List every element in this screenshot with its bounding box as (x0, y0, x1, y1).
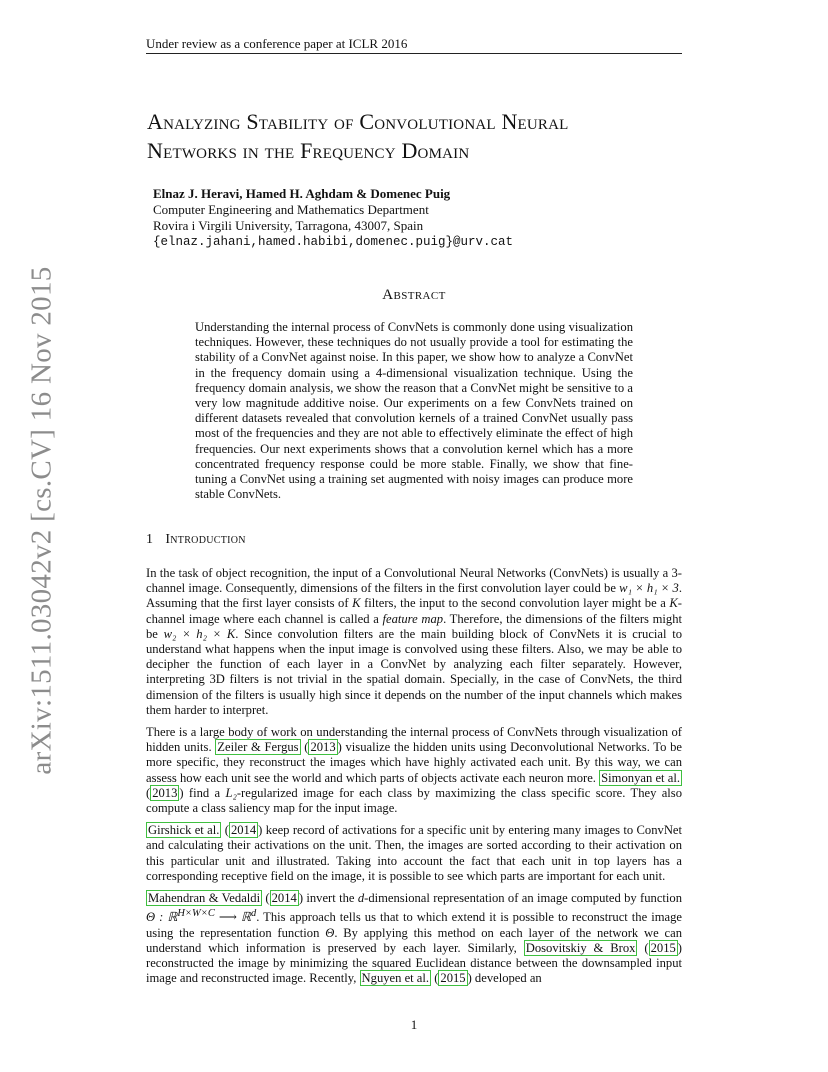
paragraph-2: There is a large body of work on understanding the internal process of ConvNets through visualization of hidden units. Zeiler & Fergus ( 2013 ) visualize the hidden units using Deconvolutional Networks. To be more specific, they reconstruct the images which have highly activated each unit. By this way, we can assess how each unit see the world and which parts of objects activate each neuron more. Simonyan et al. ( 2013 ) find a L₂-regularized image for each class by maximizing the class specific score. They also compute a class saliency map for the input image. (146, 725, 682, 816)
citation-year-link[interactable]: 2015 (650, 940, 676, 955)
body-text (146, 566, 682, 993)
math-inline: ⟶ ℝ (214, 910, 251, 925)
citation-link[interactable]: Mahendran & Vedaldi (148, 891, 261, 906)
author-university: Rovira i Virgili University, Tarragona, 43007, Spain (153, 218, 424, 233)
title-line-1: Analyzing Stability of Convolutional Neural (147, 109, 569, 134)
citation-link[interactable]: Simonyan et al. (601, 770, 680, 785)
running-header: Under review as a conference paper at ICLR 2016 (146, 36, 408, 51)
math-inline: w₁ × h₁ × 3 (619, 581, 679, 596)
citation-year-link[interactable]: 2014 (271, 891, 297, 906)
paper-title (147, 107, 707, 165)
paragraph-1: In the task of object recognition, the input of a Convolutional Neural Networks (ConvNets) is usually a 3-channel image. Consequently, dimensions of the filters in the first convolution layer could be w₁ × h₁ × 3. Assuming that the first layer consists of K filters, the input to the second convolution layer might be a K-channel image where each channel is called a feature map. Therefore, the dimensions of the filters might be w₂ × h₂ × K. Since convolution filters are the main building block of ConvNets it is crucial to understand what happens when the input image is convolved using these filters. Also, we may be able to decipher the function of each layer in a ConvNet by analyzing each filter separately. However, interpreting 3D filters is not trivial in the spatial domain. Specially, in the case of ConvNets, the third dimension of the filters is usually high since it depends on the number of the input channels which makes them harder to interpret. (146, 566, 682, 717)
paragraph-3: Girshick et al. ( 2014 ) keep record of activations for a specific unit by entering many images to ConvNet and calculating their activations on the unit. Then, the images are sorted according to their activation on this particular unit and illustrated. Taking into account the fact that each unit in top layers has a corresponding receptive field on the image, it is possible to see which parts are important for each unit. (146, 823, 682, 883)
author-department: Computer Engineering and Mathematics Department (153, 202, 429, 217)
citation-year-link[interactable]: 2014 (230, 823, 257, 838)
arxiv-stamp-text: arXiv:1511.03042v2 [cs.CV] 16 Nov 2015 (25, 265, 58, 775)
header-rule (146, 53, 682, 54)
arxiv-stamp (22, 265, 62, 775)
math-inline: Θ (325, 925, 335, 940)
author-email: {elnaz.jahani,hamed.habibi,domenec.puig}@urv.cat (153, 235, 514, 249)
math-inline: d (357, 891, 365, 906)
title-line-2: Networks in the Frequency Domain (147, 138, 470, 163)
citation-year-link[interactable]: 2013 (152, 785, 178, 800)
page-number: 1 (410, 1017, 418, 1032)
math-inline: K (669, 596, 678, 611)
citation-year-link[interactable]: 2015 (440, 971, 466, 986)
citation-link[interactable]: Dosovitskiy & Brox (525, 940, 636, 955)
math-superscript: d (250, 908, 257, 920)
math-inline: w₂ × h₂ × K (163, 626, 236, 641)
section-heading (146, 532, 682, 548)
math-inline: L₂ (225, 785, 237, 800)
author-names: Elnaz J. Heravi, Hamed H. Aghdam & Domenec Puig (153, 186, 451, 201)
citation-year-link[interactable]: 2013 (310, 740, 336, 755)
math-superscript: H×W×C (177, 908, 215, 920)
citation-link[interactable]: Girshick et al. (148, 823, 220, 838)
paragraph-4: Mahendran & Vedaldi ( 2014 ) invert the d-dimensional representation of an image computed by function Θ : ℝ$^{H\times W\times C}$ ⟶ ℝ$^d$. This approach tells us that to which extend it is possible to reconstruct the image using the representation function Θ. By applying this method on each layer of the network we can understand which information is preserved by each layer. Similarly, Dosovitskiy & Brox ( 2015 ) reconstructed the image by minimizing the squared Euclidean distance between the downsampled input image and reconstructed image. Recently, Nguyen et al. ( 2015 ) developed an (146, 891, 683, 986)
emphasis: feature map (382, 611, 444, 626)
section-title: Introduction (165, 532, 246, 547)
author-block (153, 186, 693, 250)
section-number: 1 (146, 532, 154, 547)
math-inline: K (352, 596, 361, 611)
math-inline: Θ : ℝ (146, 910, 178, 925)
citation-link[interactable]: Zeiler & Fergus (217, 740, 299, 755)
abstract-heading: Abstract (382, 287, 446, 303)
abstract-text: Understanding the internal process of ConvNets is commonly done using visualization techniques. However, these techniques do not usually provide a tool for estimating the stability of a ConvNet against noise. In this paper, we show how to analyze a ConvNet in the frequency domain using a 4-dimensional visualization technique. Using the frequency domain analysis, we show the reason that a ConvNet might be sensitive to a very low magnitude additive noise. Our experiments on a few ConvNets trained on different datasets revealed that convolution kernels of a trained ConvNet usually pass most of the frequencies and they are not able to effectively eliminate the effect of high frequencies. Our next experiments shows that a convolution kernel which has a more concentrated frequency response could be more stable. Finally, we show that fine-tuning a ConvNet using a training set augmented with noisy images can produce more stable ConvNets. (195, 320, 633, 502)
citation-link[interactable]: Nguyen et al. (361, 971, 430, 986)
